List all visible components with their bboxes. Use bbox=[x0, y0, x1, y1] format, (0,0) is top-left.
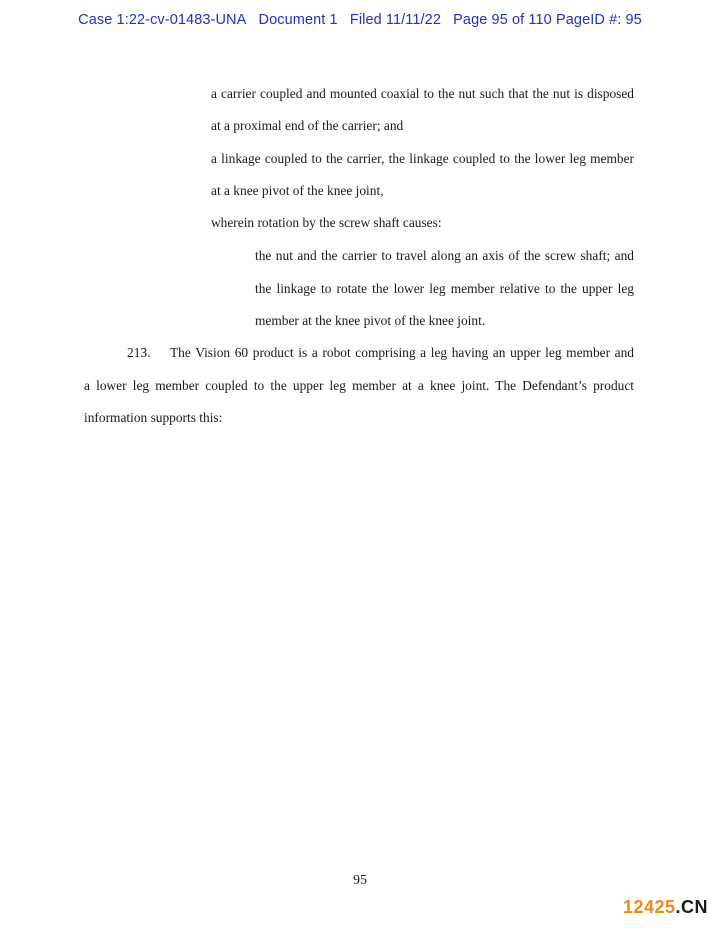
claim-line: at a knee pivot of the knee joint, bbox=[211, 183, 384, 198]
filed-date: Filed 11/11/22 bbox=[349, 12, 442, 28]
watermark-logo bbox=[623, 897, 708, 918]
claim-line: wherein rotation by the screw shaft causes: bbox=[211, 215, 442, 230]
claim-line: the linkage to rotate the lower leg member relative to the upper leg bbox=[255, 281, 634, 296]
claim-line: a carrier coupled and mounted coaxial to the nut such that the nut is disposed bbox=[211, 86, 634, 101]
claim-line: the nut and the carrier to travel along an axis of the screw shaft; and bbox=[255, 248, 634, 263]
claim-line: member at the knee pivot of the knee joint. bbox=[255, 313, 486, 328]
watermark-suffix: .CN bbox=[675, 897, 708, 917]
claim-line: a linkage coupled to the carrier, the linkage coupled to the lower leg member bbox=[211, 151, 634, 166]
paragraph-line: The Vision 60 product is a robot comprising a leg having an upper leg member and bbox=[170, 345, 634, 360]
claim-line: at a proximal end of the carrier; and bbox=[211, 118, 404, 133]
case-header bbox=[0, 12, 720, 28]
paragraph-line: information supports this: bbox=[84, 410, 223, 425]
paragraph-line: a lower leg member coupled to the upper leg member at a knee joint. The Defendant’s product bbox=[84, 378, 634, 393]
watermark-number: 12425 bbox=[622, 897, 676, 917]
page-number: 95 bbox=[353, 873, 367, 888]
document-label: Document 1 bbox=[258, 12, 338, 28]
paragraph-number: 213. bbox=[127, 345, 151, 360]
case-number: Case 1:22-cv-01483-UNA bbox=[78, 12, 247, 28]
page-info: Page 95 of 110 PageID #: 95 bbox=[453, 12, 642, 28]
